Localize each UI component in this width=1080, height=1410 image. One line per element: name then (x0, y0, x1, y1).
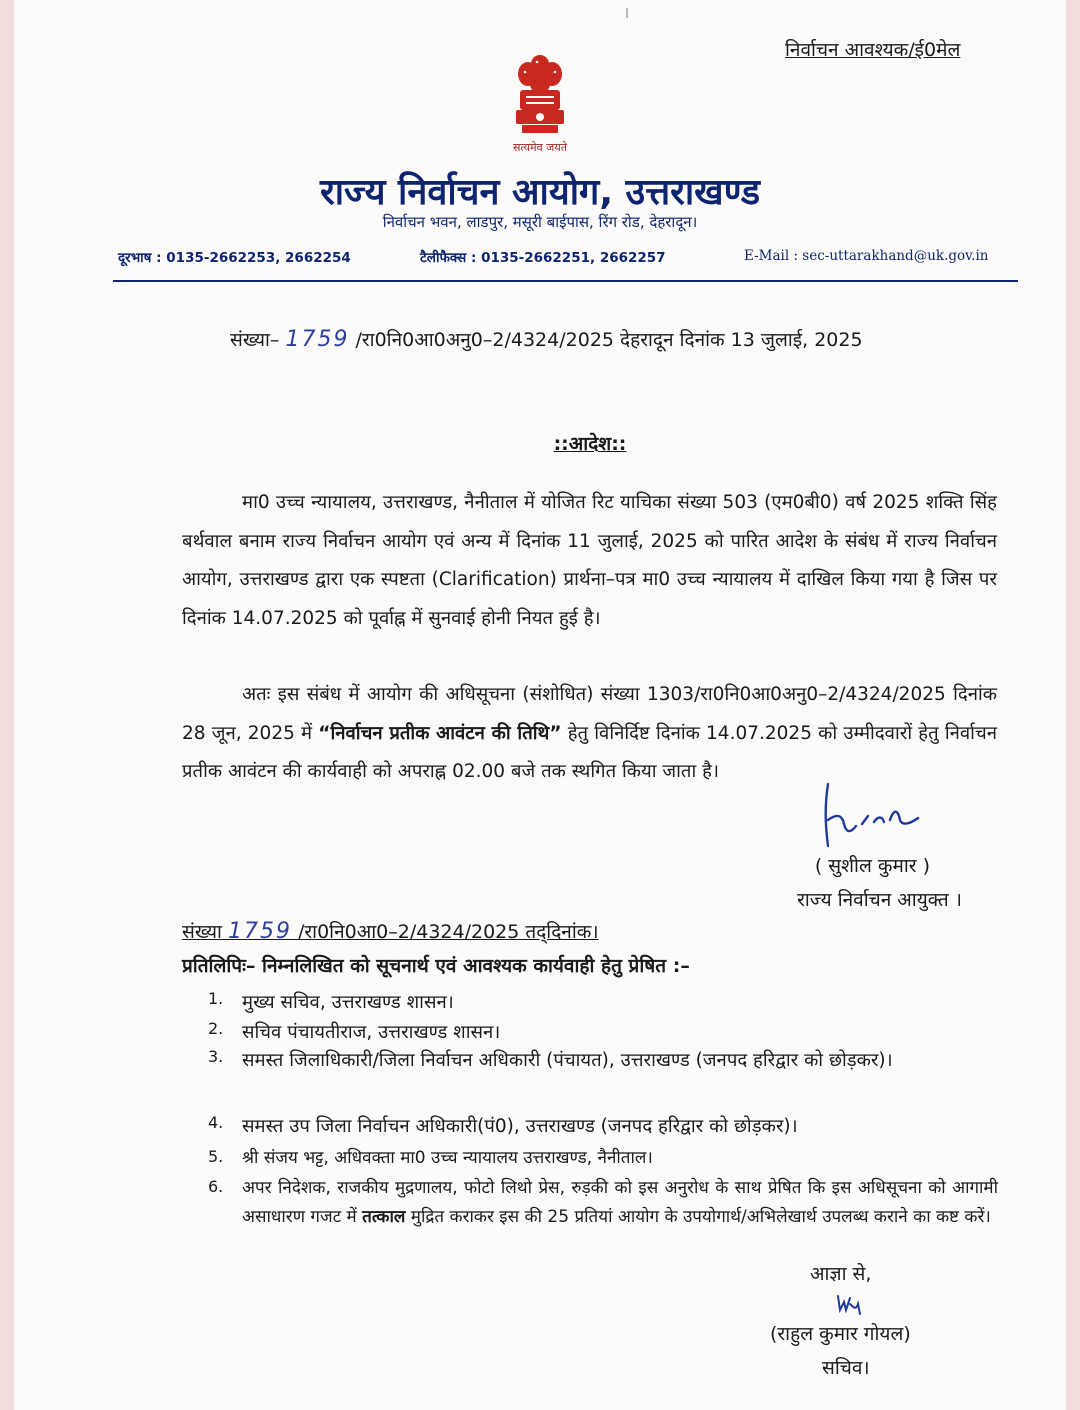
list-item-text: समस्त जिलाधिकारी/जिला निर्वाचन अधिकारी (पंचायत), उत्तराखण्ड (जनपद हरिद्वार को छोड़कर)। (242, 1050, 893, 1071)
copy-reference-number-handwritten: 1759 (227, 919, 292, 944)
fax-numbers: टैलीफैक्स : 0135-2662251, 2662257 (420, 250, 666, 266)
copy-reference-prefix: संख्या (182, 921, 222, 943)
list-item-number: 3. (208, 1047, 224, 1066)
secretary-title: सचिव। (822, 1357, 870, 1379)
email-address: E-Mail : sec-uttarakhand@uk.gov.in (744, 248, 989, 264)
page-edge-right (1066, 0, 1080, 1410)
commission-title: राज्य निर्वाचन आयोग, उत्तराखण्ड (319, 172, 760, 213)
copy-heading: प्रतिलिपिः– निम्नलिखित को सूचनार्थ एवं आवश्यक कार्यवाही हेतु प्रेषित :– (182, 955, 690, 977)
page-edge-left (0, 0, 14, 1410)
list-item (208, 1044, 998, 1077)
list-item-text: सचिव पंचायतीराज, उत्तराखण्ड शासन। (242, 1022, 501, 1043)
reference-line (230, 326, 863, 352)
commission-address: निर्वाचन भवन, लाडपुर, मसूरी बाईपास, रिंग रोड, देहरादून। (382, 213, 698, 231)
list-item-text: मुख्य सचिव, उत्तराखण्ड शासन। (242, 992, 454, 1013)
paragraph-2-part-1: अतः इस संबंध में आयोग की अधिसूचना (संशोधित) संख्या 1303/रा0नि0आ0अनु0–2/4324/2025 दिनांक 28 जून, 2025 में (182, 684, 997, 744)
phone-numbers: दूरभाष : 0135-2662253, 2662254 (118, 250, 351, 266)
order-paragraph-1: मा0 उच्च न्यायालय, उत्तराखण्ड, नैनीताल में योजित रिट याचिका संख्या 503 (एम0बी0) वर्ष 2025 शक्ति सिंह बर्थवाल बनाम राज्य निर्वाचन आयोग एवं अन्य में दिनांक 11 जुलाई, 2025 को पारित आदेश के संबंध में राज्य निर्वाचन आयोग, उत्तराखण्ड द्वारा एक स्पष्टता (Clarification) प्रार्थना–पत्र मा0 उच्च न्यायालय में दाखिल किया गया है जिस पर दिनांक 14.07.2025 को पूर्वाह्न में सुनवाई होनी नियत हुई है। (182, 492, 997, 629)
order-paragraph-2 (182, 676, 997, 792)
copy-reference-line (182, 918, 599, 944)
list-item-number: 6. (208, 1177, 224, 1196)
state-emblem-icon (510, 52, 570, 138)
priority-note: निर्वाचन आवश्यक/ई0मेल (785, 39, 961, 61)
list-item-number: 1. (208, 989, 224, 1008)
list-item-text: समस्त उप जिला निर्वाचन अधिकारी(पं0), उत्तराखण्ड (जनपद हरिद्वार को छोड़कर)। (242, 1116, 798, 1137)
secretary-name: (राहुल कुमार गोयल) (770, 1323, 911, 1345)
reference-number-handwritten: 1759 (285, 327, 350, 352)
by-order-text: आज्ञा से, (810, 1263, 872, 1285)
list-item-text-part-2: मुद्रित कराकर इस की 25 प्रतियां आयोग के उपयोगार्थ/अभिलेखार्थ उपलब्ध कराने का कष्ट करें। (405, 1207, 991, 1227)
list-item (208, 1144, 998, 1173)
paragraph-2-part-2: हेतु विनिर्दिष्ट दिनांक 14.07.2025 को उम्मीदवारों हेतु निर्वाचन प्रतीक आवंटन की कार्यवाही को अपराह्न 02.00 बजे तक स्थगित किया जाता है। (182, 722, 997, 782)
copy-reference-details: /रा0नि0आ0–2/4324/2025 तद्‌दिनांक। (298, 921, 599, 943)
commissioner-name: ( सुशील कुमार ) (814, 855, 930, 877)
secretary-signature (834, 1290, 864, 1320)
emblem-motto: सत्यमेव जयते (512, 141, 567, 154)
reference-details: /रा0नि0आ0अनु0–2/4324/2025 देहरादून दिनांक 13 जुलाई, 2025 (355, 329, 863, 351)
commissioner-title: राज्य निर्वाचन आयुक्त । (797, 889, 962, 911)
scan-mark (626, 8, 628, 18)
list-item-number: 2. (208, 1019, 224, 1038)
list-item-text: श्री संजय भट्ट, अधिवक्ता मा0 उच्च न्यायालय उत्तराखण्ड, नैनीताल। (242, 1148, 653, 1168)
list-item (208, 1110, 998, 1143)
letterhead-divider (113, 280, 1018, 282)
list-item (208, 986, 998, 1019)
list-item-text-part-1: अपर निदेशक, राजकीय मुद्रणालय, फोटो लिथो प्रेस, रुड़की को इस अनुरोध के साथ प्रेषित कि इस अधिसूचना को आगामी असाधारण गजट में (242, 1178, 998, 1227)
list-item (208, 1174, 998, 1232)
paragraph-2-bold: “निर्वाचन प्रतीक आवंटन की तिथि” (318, 722, 562, 744)
reference-prefix: संख्या– (230, 329, 280, 351)
list-item-number: 4. (208, 1113, 224, 1132)
order-heading: ::आदेश:: (553, 433, 627, 455)
list-item-number: 5. (208, 1147, 224, 1166)
list-item-text-bold: तत्काल (362, 1207, 406, 1227)
commissioner-signature (814, 780, 924, 850)
list-item-text (242, 1174, 998, 1232)
